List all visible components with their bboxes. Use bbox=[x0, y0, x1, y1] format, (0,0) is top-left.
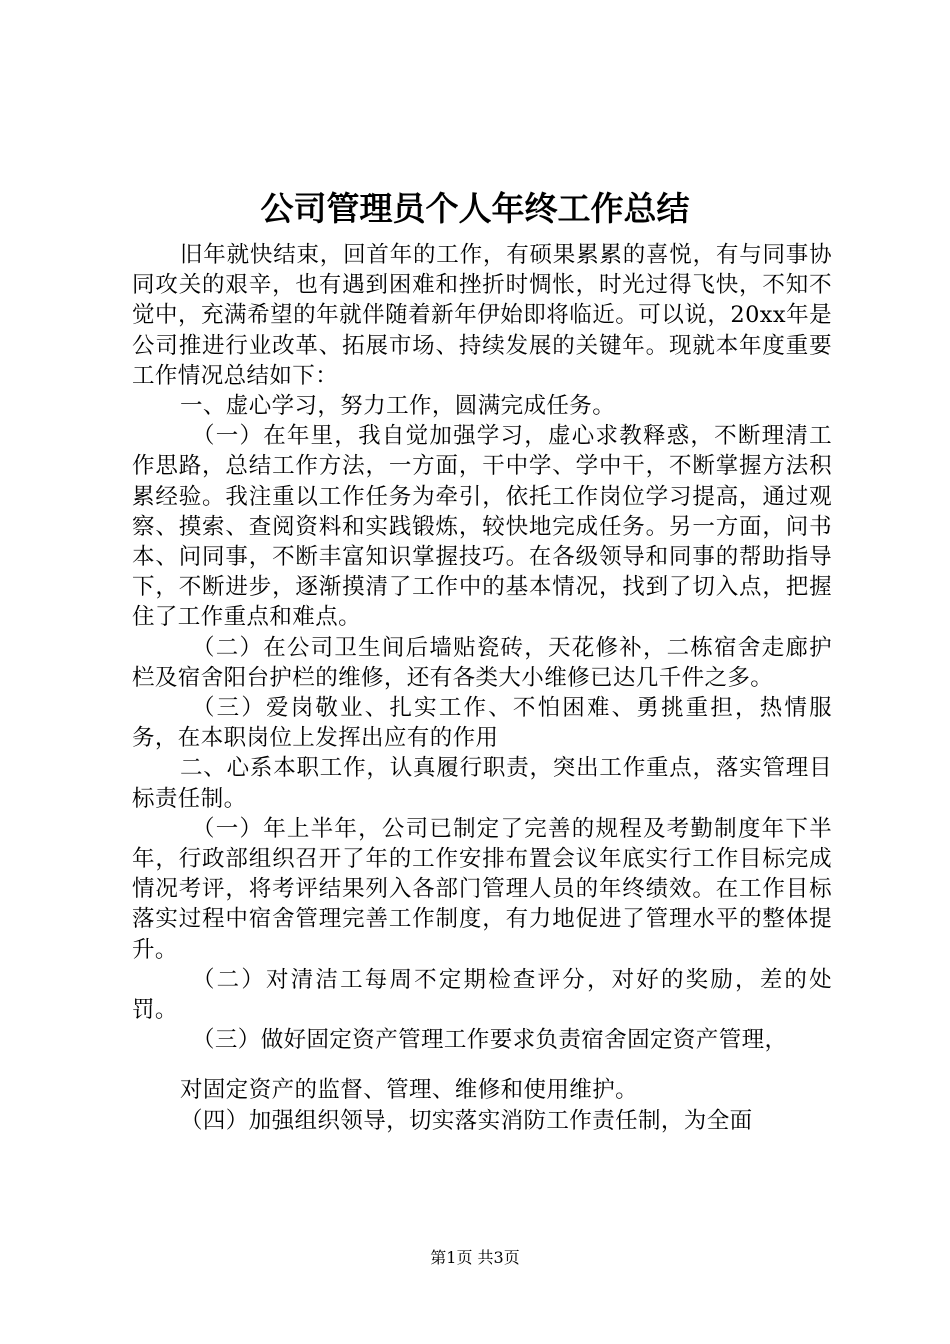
paragraph-1-2: （二）在公司卫生间后墙贴瓷砖，天花修补，二栋宿舍走廊护栏及宿舍阳台护栏的维修，还有各类大小维修已达几千件之多。 bbox=[132, 634, 832, 691]
document-title: 公司管理员个人年终工作总结 bbox=[260, 189, 690, 228]
intro-paragraph: 旧年就快结束，回首年的工作，有硕果累累的喜悦，有与同事协同攻关的艰辛，也有遇到困难和挫折时惆怅，时光过得飞快，不知不觉中，充满希望的年就伴随着新年伊始即将临近。可以说，20xx年是公司推进行业改革、拓展市场、持续发展的关键年。现就本年度重要工作情况总结如下： bbox=[132, 242, 832, 389]
paragraph-2-2: （二）对清洁工每周不定期检查评分，对好的奖励，差的处罚。 bbox=[132, 966, 832, 1024]
paragraph-2-3: （三）做好固定资产管理工作要求负责宿舍固定资产管理， bbox=[192, 1027, 788, 1054]
paragraph-2-1: （一）年上半年，公司已制定了完善的规程及考勤制度年下半年，行政部组织召开了年的工作安排布置会议年底实行工作目标完成情况考评，将考评结果列入各部门管理人员的年终绩效。在工作目标落实过程中宿舍管理完善工作制度，有力地促进了管理水平的整体提升。 bbox=[132, 815, 832, 963]
paragraph-2-3-continued: 对固定资产的监督、管理、维修和使用维护。 bbox=[180, 1077, 639, 1104]
paragraph-2-4: （四）加强组织领导，切实落实消防工作责任制，为全面 bbox=[180, 1107, 753, 1134]
page-number-footer: 第1页 共3页 bbox=[430, 1248, 520, 1267]
section-heading-2: 二、心系本职工作，认真履行职责，突出工作重点，落实管理目标责任制。 bbox=[132, 755, 832, 812]
section-heading-1: 一、虚心学习，努力工作，圆满完成任务。 bbox=[180, 393, 616, 420]
paragraph-1-1: （一）在年里，我自觉加强学习，虚心求教释惑，不断理清工作思路，总结工作方法，一方面，干中学、学中干，不断掌握方法积累经验。我注重以工作任务为牵引，依托工作岗位学习提高，通过观察、摸索、查阅资料和实践锻炼，较快地完成任务。另一方面，问书本、问同事，不断丰富知识掌握技巧。在各级领导和同事的帮助指导下，不断进步，逐渐摸清了工作中的基本情况，找到了切入点，把握住了工作重点和难点。 bbox=[132, 423, 832, 631]
paragraph-1-3: （三）爱岗敬业、扎实工作、不怕困难、勇挑重担，热情服务，在本职岗位上发挥出应有的作用 bbox=[132, 695, 832, 752]
document-body bbox=[132, 240, 832, 1136]
